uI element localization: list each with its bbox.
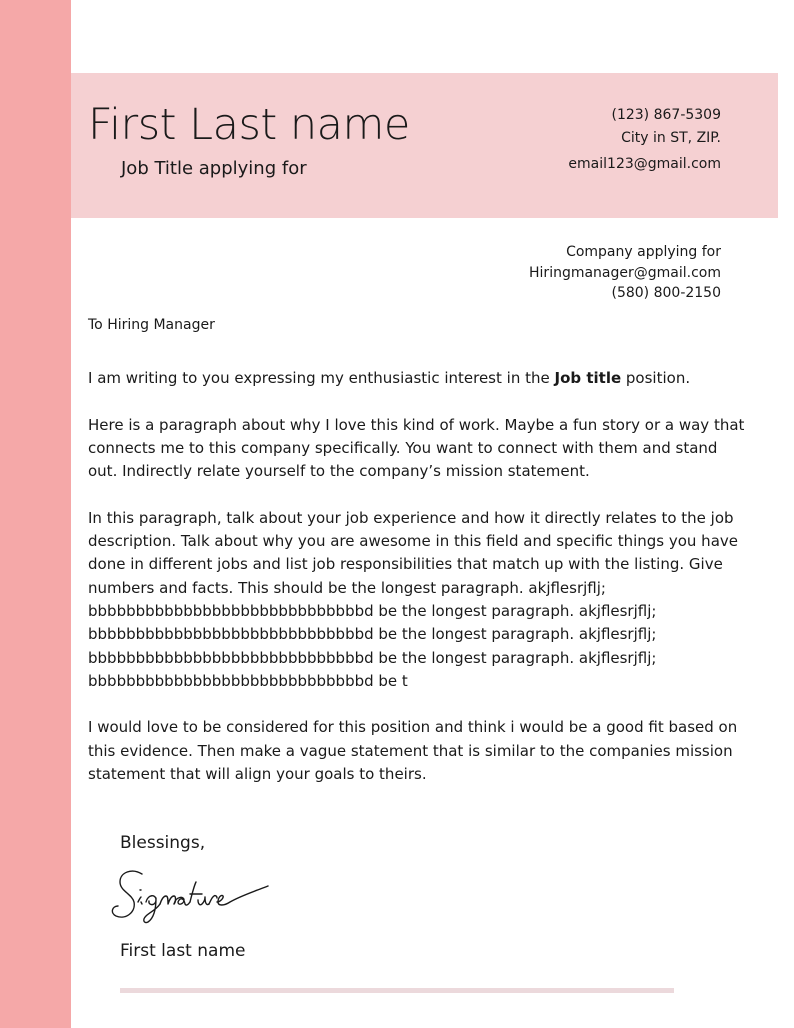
experience-line-2: bbbbbbbbbbbbbbbbbbbbbbbbbbbbbd be the longest paragraph. akjflesrjflj; <box>88 601 657 620</box>
motivation-paragraph: Here is a paragraph about why I love this kind of work. Maybe a fun story or a way that connects me to this company specifically. You want to connect with them and stand out. Indirectly relate yourself to the company’s mission statement. <box>88 415 745 481</box>
handwritten-signature <box>108 864 283 926</box>
experience-paragraph <box>88 507 748 693</box>
recipient-company: Company applying for <box>566 244 721 260</box>
intro-text-after: position. <box>621 369 691 387</box>
recipient-phone: (580) 800-2150 <box>611 285 721 301</box>
applicant-email: email123@gmail.com <box>568 156 721 172</box>
closing-paragraph: I would love to be considered for this position and think i would be a good fit based on this evidence. Then make a vague statement that is similar to the companies mission statement that will align your goals to theirs. <box>88 718 738 784</box>
experience-main-text: In this paragraph, talk about your job experience and how it directly relates to the job description. Talk about why you are awesome in this field and specific things you have done in different jobs and list job responsibilities that match up with the listing. Give numbers and facts. This should be the longest paragraph. akjflesrjflj; <box>88 508 738 597</box>
intro-job-title: Job title <box>554 369 622 387</box>
experience-line-4: bbbbbbbbbbbbbbbbbbbbbbbbbbbbbd be the longest paragraph. akjflesrjflj; <box>88 648 657 667</box>
intro-text-before: I am writing to you expressing my enthusiastic interest in the <box>88 369 555 387</box>
applicant-phone: (123) 867-5309 <box>611 107 721 123</box>
closing-phrase: Blessings, <box>120 833 206 853</box>
signer-name: First last name <box>120 941 246 961</box>
recipient-block <box>529 242 721 304</box>
letter-body <box>88 367 748 810</box>
applicant-city: City in ST, ZIP. <box>621 130 721 146</box>
side-accent-bar <box>0 0 71 1028</box>
recipient-email: Hiringmanager@gmail.com <box>529 264 721 281</box>
intro-paragraph <box>88 367 748 390</box>
experience-line-3: bbbbbbbbbbbbbbbbbbbbbbbbbbbbbd be the longest paragraph. akjflesrjflj; <box>88 625 657 644</box>
salutation: To Hiring Manager <box>88 317 215 333</box>
footer-divider <box>120 988 674 993</box>
experience-line-5: bbbbbbbbbbbbbbbbbbbbbbbbbbbbbd be t <box>88 671 408 690</box>
applicant-name: First Last name <box>88 100 410 150</box>
applicant-job-title: Job Title applying for <box>121 158 307 179</box>
